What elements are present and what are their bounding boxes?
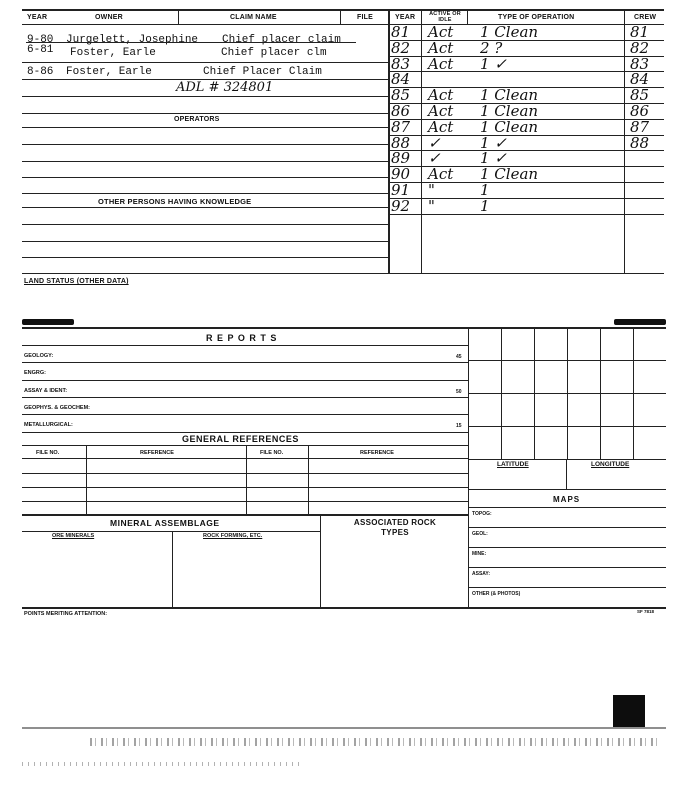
- map-row-divider: [468, 547, 666, 548]
- ore-minerals-label: ORE MINERALS: [52, 533, 95, 539]
- claims-name-header: CLAIM NAME: [230, 14, 277, 21]
- activity-type: 1 Clean: [480, 23, 539, 41]
- claim-row-1-year: 9-80: [27, 34, 54, 46]
- activity-crew-header: CREW: [634, 14, 657, 21]
- report-page-number: 15: [456, 423, 462, 430]
- activity-type: 1: [480, 181, 490, 199]
- report-label: ENGRG:: [24, 370, 46, 377]
- activity-year: 89: [391, 149, 411, 168]
- map-row-label: TOPOG:: [472, 511, 492, 517]
- claim-row-3-year: 8-86: [27, 66, 54, 78]
- claim-row-2-year: 6-81: [27, 44, 54, 56]
- grid-horizontal-line: [468, 360, 666, 361]
- general-refs-title: GENERAL REFERENCES: [182, 434, 299, 444]
- associated-rock-types-label: ASSOCIATED ROCK TYPES: [353, 518, 437, 537]
- report-page-number: 45: [456, 354, 462, 360]
- activity-status: Act: [428, 23, 454, 41]
- map-row-divider: [468, 567, 666, 568]
- grid-horizontal-line: [468, 459, 666, 460]
- activity-type: 1 Clean: [480, 102, 539, 120]
- map-row-label: GEOL:: [472, 531, 488, 537]
- activity-status: Act: [428, 165, 454, 184]
- black-registration-square: [613, 695, 645, 727]
- activity-year: 82: [391, 38, 411, 57]
- ref-file-no-2: FILE NO.: [260, 450, 284, 456]
- maps-title: MAPS: [553, 495, 581, 504]
- activity-type: 1 Clean: [480, 165, 539, 184]
- latitude-label: LATITUDE: [497, 461, 529, 468]
- activity-status: ✓: [428, 149, 441, 168]
- activity-crew: 85: [630, 86, 650, 105]
- longitude-label: LONGITUDE: [591, 461, 630, 468]
- grid-horizontal-line: [468, 426, 666, 427]
- activity-year: 86: [391, 102, 411, 120]
- activity-active-header: ACTIVE OR IDLE: [429, 11, 461, 23]
- activity-type-header: TYPE OF OPERATION: [498, 14, 575, 21]
- mineral-title: MINERAL ASSEMBLAGE: [110, 518, 220, 528]
- activity-year-header: YEAR: [395, 14, 416, 21]
- map-row-label: MINE:: [472, 551, 487, 557]
- activity-year: 81: [391, 23, 411, 41]
- right-black-bar: [614, 319, 666, 325]
- activity-type: 1 Clean: [480, 86, 539, 105]
- claims-year-header: YEAR: [27, 14, 48, 21]
- claim-row-1-claim: Chief placer claim: [222, 34, 341, 46]
- claim-row-2-claim: Chief placer clm: [221, 47, 327, 59]
- report-row-divider: [22, 397, 468, 398]
- activity-year: 84: [391, 70, 411, 89]
- claim-row-3-claim: Chief Placer Claim: [203, 66, 322, 78]
- land-status-label: LAND STATUS (OTHER DATA): [24, 278, 129, 285]
- reports-title: R E P O R T S: [206, 333, 278, 343]
- activity-year: 92: [391, 196, 411, 215]
- map-row-label: OTHER (& PHOTOS): [472, 591, 521, 597]
- activity-crew: 83: [630, 54, 650, 73]
- form-number: SF 7818: [637, 609, 655, 614]
- report-row-divider: [22, 380, 468, 381]
- activity-crew: 84: [630, 70, 650, 89]
- claims-file-header: FILE: [357, 14, 373, 21]
- report-page-number: 50: [456, 388, 462, 395]
- report-row-divider: [22, 432, 468, 433]
- report-row-divider: [22, 414, 468, 415]
- points-meriting-attention: POINTS MERITING ATTENTION:: [24, 611, 108, 617]
- activity-status: Act: [428, 86, 454, 105]
- scan-noise-band-3: [22, 762, 302, 766]
- map-row-label: ASSAY:: [472, 571, 491, 577]
- claim-row-1-owner: Jurgelett, Josephine: [66, 34, 199, 46]
- activity-crew: 81: [630, 23, 650, 41]
- activity-status: Act: [428, 117, 454, 136]
- activity-type: 1 ✓: [480, 149, 507, 168]
- report-label: ASSAY & IDENT:: [24, 387, 68, 394]
- knowledge-title: OTHER PERSONS HAVING KNOWLEDGE: [98, 197, 252, 206]
- map-row-divider: [468, 587, 666, 588]
- report-label: GEOLOGY:: [24, 353, 54, 359]
- activity-year: 85: [391, 86, 411, 105]
- report-label: GEOPHYS. & GEOCHEM:: [24, 404, 91, 411]
- activity-type: 1 ✓: [480, 54, 507, 73]
- ref-file-no-1: FILE NO.: [36, 450, 60, 456]
- report-label: METALLURGICAL:: [24, 422, 73, 429]
- grid-horizontal-line: [468, 393, 666, 394]
- scan-noise-band-2: [90, 738, 660, 746]
- operators-title: OPERATORS: [174, 116, 220, 123]
- report-row-divider: [22, 362, 468, 363]
- claims-owner-header: OWNER: [95, 14, 123, 21]
- activity-status: ": [428, 196, 435, 215]
- activity-year: 83: [391, 54, 411, 73]
- activity-status: ✓: [428, 133, 441, 152]
- activity-type: 1 Clean: [480, 117, 539, 136]
- claim-row-3-owner: Foster, Earle: [66, 66, 152, 78]
- activity-year: 90: [391, 165, 411, 184]
- left-black-bar: [22, 319, 74, 325]
- ref-reference-1: REFERENCE: [140, 450, 174, 456]
- activity-crew: 87: [630, 117, 650, 136]
- activity-status: ": [428, 181, 435, 199]
- claim-row-2-owner: Foster, Earle: [70, 47, 156, 59]
- activity-year: 91: [391, 181, 411, 199]
- activity-type: 1 ✓: [480, 133, 507, 152]
- activity-status: Act: [428, 102, 454, 120]
- activity-year: 87: [391, 117, 411, 136]
- activity-year: 88: [391, 133, 411, 152]
- map-row-divider: [468, 527, 666, 528]
- ref-reference-2: REFERENCE: [360, 450, 394, 456]
- scan-noise-band: [22, 727, 666, 729]
- activity-status: Act: [428, 54, 454, 73]
- activity-status: Act: [428, 38, 454, 57]
- rock-forming-label: ROCK FORMING, ETC.: [203, 533, 263, 539]
- activity-type: 2 ?: [480, 38, 503, 57]
- adl-note: ADL # 324801: [176, 80, 274, 95]
- activity-crew: 82: [630, 38, 650, 57]
- activity-type: 1: [480, 196, 490, 215]
- activity-crew: 86: [630, 102, 650, 120]
- activity-crew: 88: [630, 133, 650, 152]
